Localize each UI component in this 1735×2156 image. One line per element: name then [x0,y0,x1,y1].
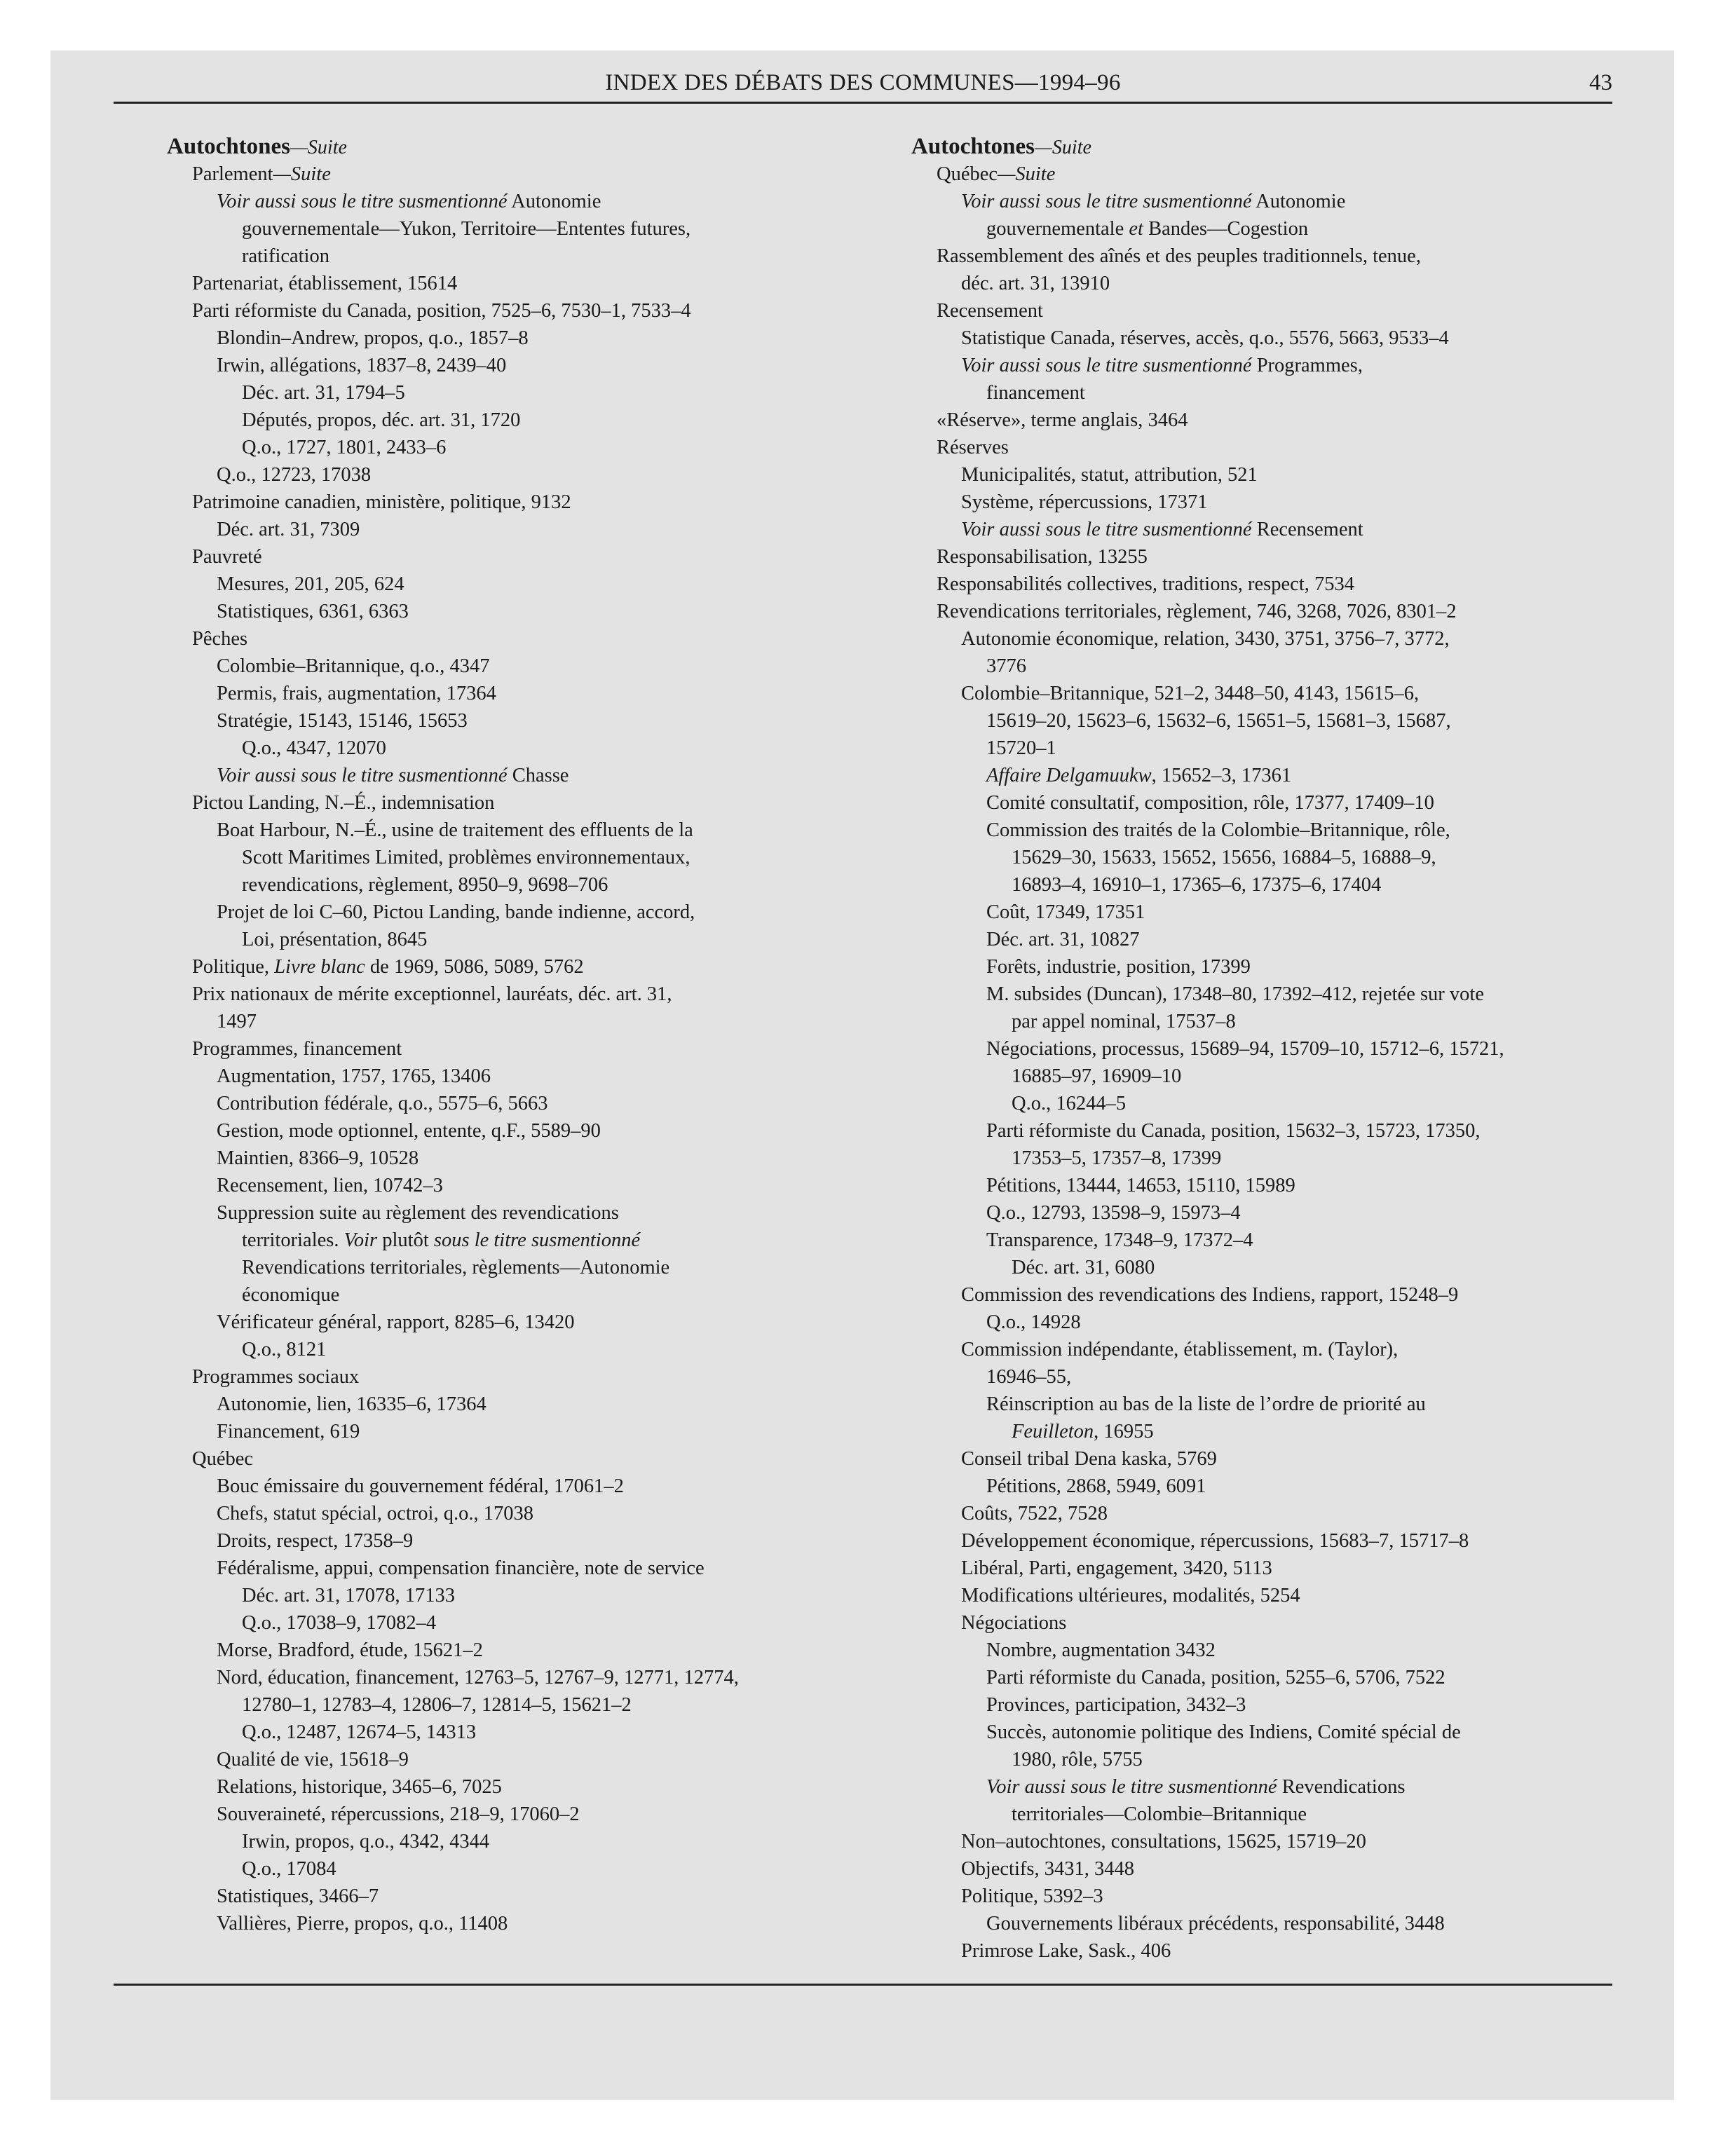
index-entry [911,1637,1619,1664]
index-entry [911,1199,1619,1227]
index-entry [167,161,798,188]
index-entry [167,735,798,762]
index-entry [911,352,1619,379]
entry-text: Q.o., 14928 [986,1311,1081,1333]
entry-text: Recensement [1251,519,1363,540]
index-entry [911,1555,1619,1582]
index-entry [911,1691,1619,1719]
entry-italic-text: Voir aussi sous le titre susmentionné [961,519,1252,540]
index-entry [911,215,1619,243]
index-entry [911,1391,1619,1418]
entry-text: Négociations [961,1612,1067,1634]
entry-text: , 15652–3, 17361 [1151,765,1292,786]
index-entry [911,680,1619,707]
index-entry [911,1473,1619,1500]
entry-italic-text: Voir aussi sous le titre susmentionné [961,191,1252,212]
entry-text: Blondin–Andrew, propos, q.o., 1857–8 [217,327,529,349]
entry-italic-text: Voir aussi sous le titre susmentionné [217,765,508,786]
index-entry [167,707,798,735]
index-entry [167,1227,798,1254]
entry-text: M. subsides (Duncan), 17348–80, 17392–412, rejetée sur vote [986,983,1484,1005]
index-entry [911,1008,1619,1035]
entry-text: Nombre, augmentation 3432 [986,1639,1216,1661]
index-entry [911,1500,1619,1527]
index-entry [911,461,1619,489]
entry-text: Augmentation, 1757, 1765, 13406 [217,1065,491,1087]
index-entry [167,188,798,215]
entry-text: Parlement [192,163,273,185]
entry-text: Qualité de vie, 15618–9 [217,1749,409,1770]
entry-italic-text: —Suite [273,163,331,185]
index-entry [167,1391,798,1418]
entry-text: gouvernementale [986,218,1129,240]
index-entry [167,1117,798,1145]
entry-text: territoriales. [242,1229,344,1251]
entry-text: Pauvreté [192,546,262,568]
entry-text: Provinces, participation, 3432–3 [986,1694,1246,1716]
entry-text: Q.o., 16244–5 [1012,1093,1127,1114]
index-entry [167,680,798,707]
index-entry [167,926,798,953]
index-entry [167,1309,798,1336]
index-entry [167,598,798,625]
entry-text: Colombie–Britannique, 521–2, 3448–50, 4143, 15615–6, [961,683,1420,704]
entry-text: Revendications [1277,1776,1406,1798]
index-entry [911,434,1619,461]
entry-text: Fédéralisme, appui, compensation financière, note de service [217,1557,705,1579]
index-entry [167,543,798,571]
entry-text: Q.o., 1727, 1801, 2433–6 [242,437,447,458]
index-entry [911,1937,1619,1965]
entry-text: 16885–97, 16909–10 [1012,1065,1182,1087]
index-entry [911,1527,1619,1555]
index-entry [911,1063,1619,1090]
index-entry [167,653,798,680]
index-entry [911,1746,1619,1773]
page-number: 43 [1589,70,1612,95]
index-entry [911,1172,1619,1199]
entry-text: Q.o., 12793, 13598–9, 15973–4 [986,1202,1241,1224]
entry-text: Municipalités, statut, attribution, 521 [961,464,1258,486]
entry-text: Pétitions, 2868, 5949, 6091 [986,1475,1206,1497]
entry-text: 16946–55, [986,1366,1072,1388]
entry-italic-text: sous le titre susmentionné [433,1229,641,1251]
entry-text: Commission indépendante, établissement, m. (Taylor), [961,1339,1399,1360]
entry-text: Souveraineté, répercussions, 218–9, 17060–2 [217,1803,580,1825]
index-entry [911,571,1619,598]
entry-text: Pictou Landing, N.–É., indemnisation [192,792,495,814]
index-entry [911,1719,1619,1746]
entry-text: Comité consultatif, composition, rôle, 17377, 17409–10 [986,792,1434,814]
entry-text: Primrose Lake, Sask., 406 [961,1940,1171,1962]
entry-text: ratification [242,245,330,267]
index-entry [911,379,1619,407]
entry-text: Recensement [937,300,1043,322]
index-entry [167,1090,798,1117]
entry-text: Système, répercussions, 17371 [961,491,1208,513]
index-entry [911,243,1619,270]
entry-text: Non–autochtones, consultations, 15625, 15719–20 [961,1831,1366,1853]
entry-text: 15619–20, 15623–6, 15632–6, 15651–5, 15681–3, 15687, [986,710,1451,732]
index-entry [911,981,1619,1008]
entry-text: Maintien, 8366–9, 10528 [217,1147,419,1169]
entry-text: Réinscription au bas de la liste de l’ordre de priorité au [986,1393,1426,1415]
entry-text: Q.o., 17084 [242,1858,336,1880]
entry-text: Bandes—Cogestion [1143,218,1309,240]
index-entry [167,516,798,543]
index-entry [167,1719,798,1746]
running-title: INDEX DES DÉBATS DES COMMUNES—1994–96 [605,70,1121,95]
index-entry [911,1773,1619,1801]
index-entry [167,379,798,407]
index-entry [167,981,798,1008]
entry-text: 12780–1, 12783–4, 12806–7, 12814–5, 15621–2 [242,1694,632,1716]
index-entry [167,1254,798,1281]
index-entry [167,1582,798,1609]
entry-text: Rassemblement des aînés et des peuples traditionnels, tenue, [937,245,1421,267]
right-column [911,133,1619,1965]
index-entry [911,707,1619,735]
entry-text: Autonomie [507,191,601,212]
entry-text: Forêts, industrie, position, 17399 [986,956,1251,978]
entry-text: Morse, Bradford, étude, 15621–2 [217,1639,483,1661]
index-entry [167,1855,798,1883]
entry-text: Parti réformiste du Canada, position, 7525–6, 7530–1, 7533–4 [192,300,691,322]
index-entry [167,1664,798,1691]
index-entry [911,953,1619,981]
entry-text: Programmes, financement [192,1038,402,1060]
index-entry [911,1883,1619,1910]
entry-text: Stratégie, 15143, 15146, 15653 [217,710,468,732]
entry-text: revendications, règlement, 8950–9, 9698–706 [242,874,608,896]
entry-text: plutôt [377,1229,434,1251]
entry-text: Permis, frais, augmentation, 17364 [217,683,496,704]
entry-text: 15720–1 [986,737,1056,759]
index-entry [911,1363,1619,1391]
entry-text: Nord, éducation, financement, 12763–5, 12767–9, 12771, 12774, [217,1667,739,1688]
index-entry [911,1855,1619,1883]
index-entry [911,1254,1619,1281]
index-entry [911,1090,1619,1117]
index-entry [167,352,798,379]
entry-text: Statistiques, 3466–7 [217,1885,379,1907]
index-entry [167,1746,798,1773]
entry-text: gouvernementale—Yukon, Territoire—Ententes futures, [242,218,691,240]
entry-italic-text: Voir aussi sous le titre susmentionné [961,355,1252,376]
entry-text: Réserves [937,437,1009,458]
entry-text: Statistiques, 6361, 6363 [217,601,409,622]
entry-italic-text: Feuilleton [1012,1421,1094,1442]
entry-italic-text: et [1129,218,1143,240]
entry-text: Patrimoine canadien, ministère, politique, 9132 [192,491,571,513]
index-entry [911,598,1619,625]
index-entry [167,1828,798,1855]
entry-text: déc. art. 31, 13910 [961,273,1110,294]
index-entry [911,926,1619,953]
right-heading-text: Autochtones [911,134,1035,159]
index-entry [911,543,1619,571]
entry-text: Succès, autonomie politique des Indiens, Comité spécial de [986,1721,1461,1743]
index-entry [911,161,1619,188]
entry-text: Chefs, statut spécial, octroi, q.o., 17038 [217,1503,533,1524]
entry-text: Députés, propos, déc. art. 31, 1720 [242,409,521,431]
entry-text: Coût, 17349, 17351 [986,901,1145,923]
entry-text: financement [986,382,1085,404]
left-heading-text: Autochtones [167,134,291,159]
right-heading-suite: —Suite [1035,137,1091,158]
entry-italic-text: Affaire Delgamuukw [986,765,1152,786]
index-entry [167,1145,798,1172]
entry-text: Commission des traités de la Colombie–Britannique, rôle, [986,819,1450,841]
entry-text: 3776 [986,655,1026,677]
entry-text: Autonomie économique, relation, 3430, 3751, 3756–7, 3772, [961,628,1450,650]
entry-italic-text: Voir aussi sous le titre susmentionné [986,1776,1277,1798]
index-entry [167,1801,798,1828]
entry-text: Développement économique, répercussions, 15683–7, 15717–8 [961,1530,1469,1552]
entry-text: Autonomie, lien, 16335–6, 17364 [217,1393,487,1415]
index-entry [167,571,798,598]
entry-text: Déc. art. 31, 17078, 17133 [242,1585,455,1606]
index-entry [167,325,798,352]
index-entry [911,1117,1619,1145]
entry-text: Revendications territoriales, règlements—Autonomie [242,1257,670,1278]
index-entry [911,1828,1619,1855]
entry-text: Colombie–Britannique, q.o., 4347 [217,655,490,677]
index-entry [167,407,798,434]
entry-text: Modifications ultérieures, modalités, 5254 [961,1585,1300,1606]
entry-text: Irwin, propos, q.o., 4342, 4344 [242,1831,490,1853]
entry-text: Gouvernements libéraux précédents, responsabilité, 3448 [986,1913,1445,1935]
entry-text: Projet de loi C–60, Pictou Landing, bande indienne, accord, [217,901,695,923]
entry-text: de 1969, 5086, 5089, 5762 [365,956,584,978]
entry-text: Politique, 5392–3 [961,1885,1103,1907]
entry-text: économique [242,1284,340,1306]
left-heading-suite: —Suite [290,137,347,158]
left-heading [167,133,798,161]
entry-text: 17353–5, 17357–8, 17399 [1012,1147,1222,1169]
entry-text: Boat Harbour, N.–É., usine de traitement des effluents de la [217,819,693,841]
entry-text: Suppression suite au règlement des revendications [217,1202,619,1224]
entry-text: Autonomie [1251,191,1346,212]
index-entry [911,735,1619,762]
entry-text: Québec [937,163,998,185]
entry-text: Objectifs, 3431, 3448 [961,1858,1134,1880]
entry-text: Négociations, processus, 15689–94, 15709–10, 15712–6, 15721, [986,1038,1504,1060]
entry-text: Pétitions, 13444, 14653, 15110, 15989 [986,1175,1295,1196]
index-entry [167,1527,798,1555]
index-entry [167,953,798,981]
entry-italic-text: Voir aussi sous le titre susmentionné [217,191,508,212]
index-entry [167,789,798,817]
index-entry [911,1336,1619,1363]
index-entry [911,789,1619,817]
index-entry [911,325,1619,352]
footer-rule [114,1984,1612,1986]
entry-text: Bouc émissaire du gouvernement fédéral, 17061–2 [217,1475,624,1497]
index-entry [911,1035,1619,1063]
entry-text: Droits, respect, 17358–9 [217,1530,414,1552]
index-entry [167,1199,798,1227]
index-entry [167,1609,798,1637]
index-entry [911,1609,1619,1637]
index-entry [167,1500,798,1527]
left-column [167,133,798,1937]
entry-text: Responsabilités collectives, traditions, respect, 7534 [937,573,1354,595]
entry-text: Politique, [192,956,275,978]
entry-text: Partenariat, établissement, 15614 [192,273,458,294]
index-entry [911,270,1619,297]
entry-text: Financement, 619 [217,1421,360,1442]
index-entry [911,1309,1619,1336]
index-entry [911,1145,1619,1172]
entry-text: Prix nationaux de mérite exceptionnel, lauréats, déc. art. 31, [192,983,672,1005]
index-entry [911,1281,1619,1309]
entry-text: Loi, présentation, 8645 [242,929,428,950]
running-header [114,70,1612,100]
index-entry [911,1582,1619,1609]
entry-text: Québec [192,1448,254,1470]
right-entries [911,161,1619,1965]
entry-italic-text: Livre blanc [274,956,365,978]
index-entry [167,1336,798,1363]
entry-text: 15629–30, 15633, 15652, 15656, 16884–5, 16888–9, [1012,847,1436,868]
entry-text: Programmes sociaux [192,1366,360,1388]
index-entry [911,653,1619,680]
index-entry [167,1063,798,1090]
index-entry [167,1418,798,1445]
index-entry [167,844,798,871]
entry-text: Relations, historique, 3465–6, 7025 [217,1776,502,1798]
index-entry [167,625,798,653]
index-entry [167,1035,798,1063]
entry-text: Scott Maritimes Limited, problèmes environnementaux, [242,847,690,868]
entry-italic-text: —Suite [998,163,1056,185]
entry-text: Libéral, Parti, engagement, 3420, 5113 [961,1557,1272,1579]
entry-text: «Réserve», terme anglais, 3464 [937,409,1188,431]
entry-text: Déc. art. 31, 6080 [1012,1257,1155,1278]
left-entries [167,161,798,1937]
index-entry [167,270,798,297]
entry-text: Déc. art. 31, 7309 [217,519,360,540]
entry-text: Q.o., 12723, 17038 [217,464,372,486]
index-entry [167,1910,798,1937]
index-entry [167,215,798,243]
index-entry [911,516,1619,543]
index-entry [911,1227,1619,1254]
index-entry [911,1910,1619,1937]
entry-text: Statistique Canada, réserves, accès, q.o., 5576, 5663, 9533–4 [961,327,1449,349]
entry-text: Programmes, [1251,355,1363,376]
index-entry [911,1445,1619,1473]
entry-text: Parti réformiste du Canada, position, 15632–3, 15723, 17350, [986,1120,1481,1142]
index-entry [167,762,798,789]
index-entry [911,899,1619,926]
index-entry [167,899,798,926]
index-entry [167,1473,798,1500]
entry-text: 1497 [217,1011,257,1032]
index-entry [167,1281,798,1309]
index-entry [167,1773,798,1801]
index-entry [167,461,798,489]
index-entry [167,1172,798,1199]
index-entry [911,1801,1619,1828]
index-entry [911,844,1619,871]
index-entry [167,817,798,844]
index-entry [167,434,798,461]
index-entry [911,1418,1619,1445]
right-heading [911,133,1619,161]
index-entry [167,297,798,325]
entry-text: Pêches [192,628,248,650]
index-entry [167,1691,798,1719]
index-entry [911,297,1619,325]
entry-text: Déc. art. 31, 10827 [986,929,1140,950]
index-entry [167,1883,798,1910]
index-entry [167,243,798,270]
index-entry [167,1008,798,1035]
index-entry [911,407,1619,434]
entry-text: Mesures, 201, 205, 624 [217,573,404,595]
index-entry [167,871,798,899]
entry-text: Commission des revendications des Indiens, rapport, 15248–9 [961,1284,1459,1306]
index-entry [911,1664,1619,1691]
entry-text: Conseil tribal Dena kaska, 5769 [961,1448,1217,1470]
entry-text: Q.o., 4347, 12070 [242,737,386,759]
entry-text: Coûts, 7522, 7528 [961,1503,1108,1524]
entry-text: Contribution fédérale, q.o., 5575–6, 5663 [217,1093,548,1114]
index-entry [911,817,1619,844]
index-entry [911,762,1619,789]
entry-text: Q.o., 17038–9, 17082–4 [242,1612,437,1634]
index-entry [911,871,1619,899]
entry-text: territoriales—Colombie–Britannique [1012,1803,1307,1825]
entry-text: Revendications territoriales, règlement, 746, 3268, 7026, 8301–2 [937,601,1457,622]
index-entry [911,188,1619,215]
entry-text: Recensement, lien, 10742–3 [217,1175,443,1196]
entry-text: Irwin, allégations, 1837–8, 2439–40 [217,355,507,376]
entry-text: Gestion, mode optionnel, entente, q.F., 5589–90 [217,1120,601,1142]
entry-text: , 16955 [1094,1421,1154,1442]
entry-text: Responsabilisation, 13255 [937,546,1148,568]
entry-text: Q.o., 12487, 12674–5, 14313 [242,1721,477,1743]
index-entry [911,489,1619,516]
index-entry [167,1555,798,1582]
entry-text: 16893–4, 16910–1, 17365–6, 17375–6, 17404 [1012,874,1382,896]
entry-text: Vallières, Pierre, propos, q.o., 11408 [217,1913,508,1935]
header-rule [114,102,1612,104]
entry-italic-text: Voir [343,1229,378,1251]
entry-text: par appel nominal, 17537–8 [1012,1011,1236,1032]
entry-text: Déc. art. 31, 1794–5 [242,382,405,404]
index-entry [911,625,1619,653]
entry-text: Parti réformiste du Canada, position, 5255–6, 5706, 7522 [986,1667,1445,1688]
index-entry [167,489,798,516]
entry-text: Chasse [507,765,569,786]
index-entry [167,1363,798,1391]
entry-text: Transparence, 17348–9, 17372–4 [986,1229,1253,1251]
index-entry [167,1637,798,1664]
entry-text: Q.o., 8121 [242,1339,327,1360]
entry-text: 1980, rôle, 5755 [1012,1749,1143,1770]
entry-text: Vérificateur général, rapport, 8285–6, 13420 [217,1311,575,1333]
index-entry [167,1445,798,1473]
